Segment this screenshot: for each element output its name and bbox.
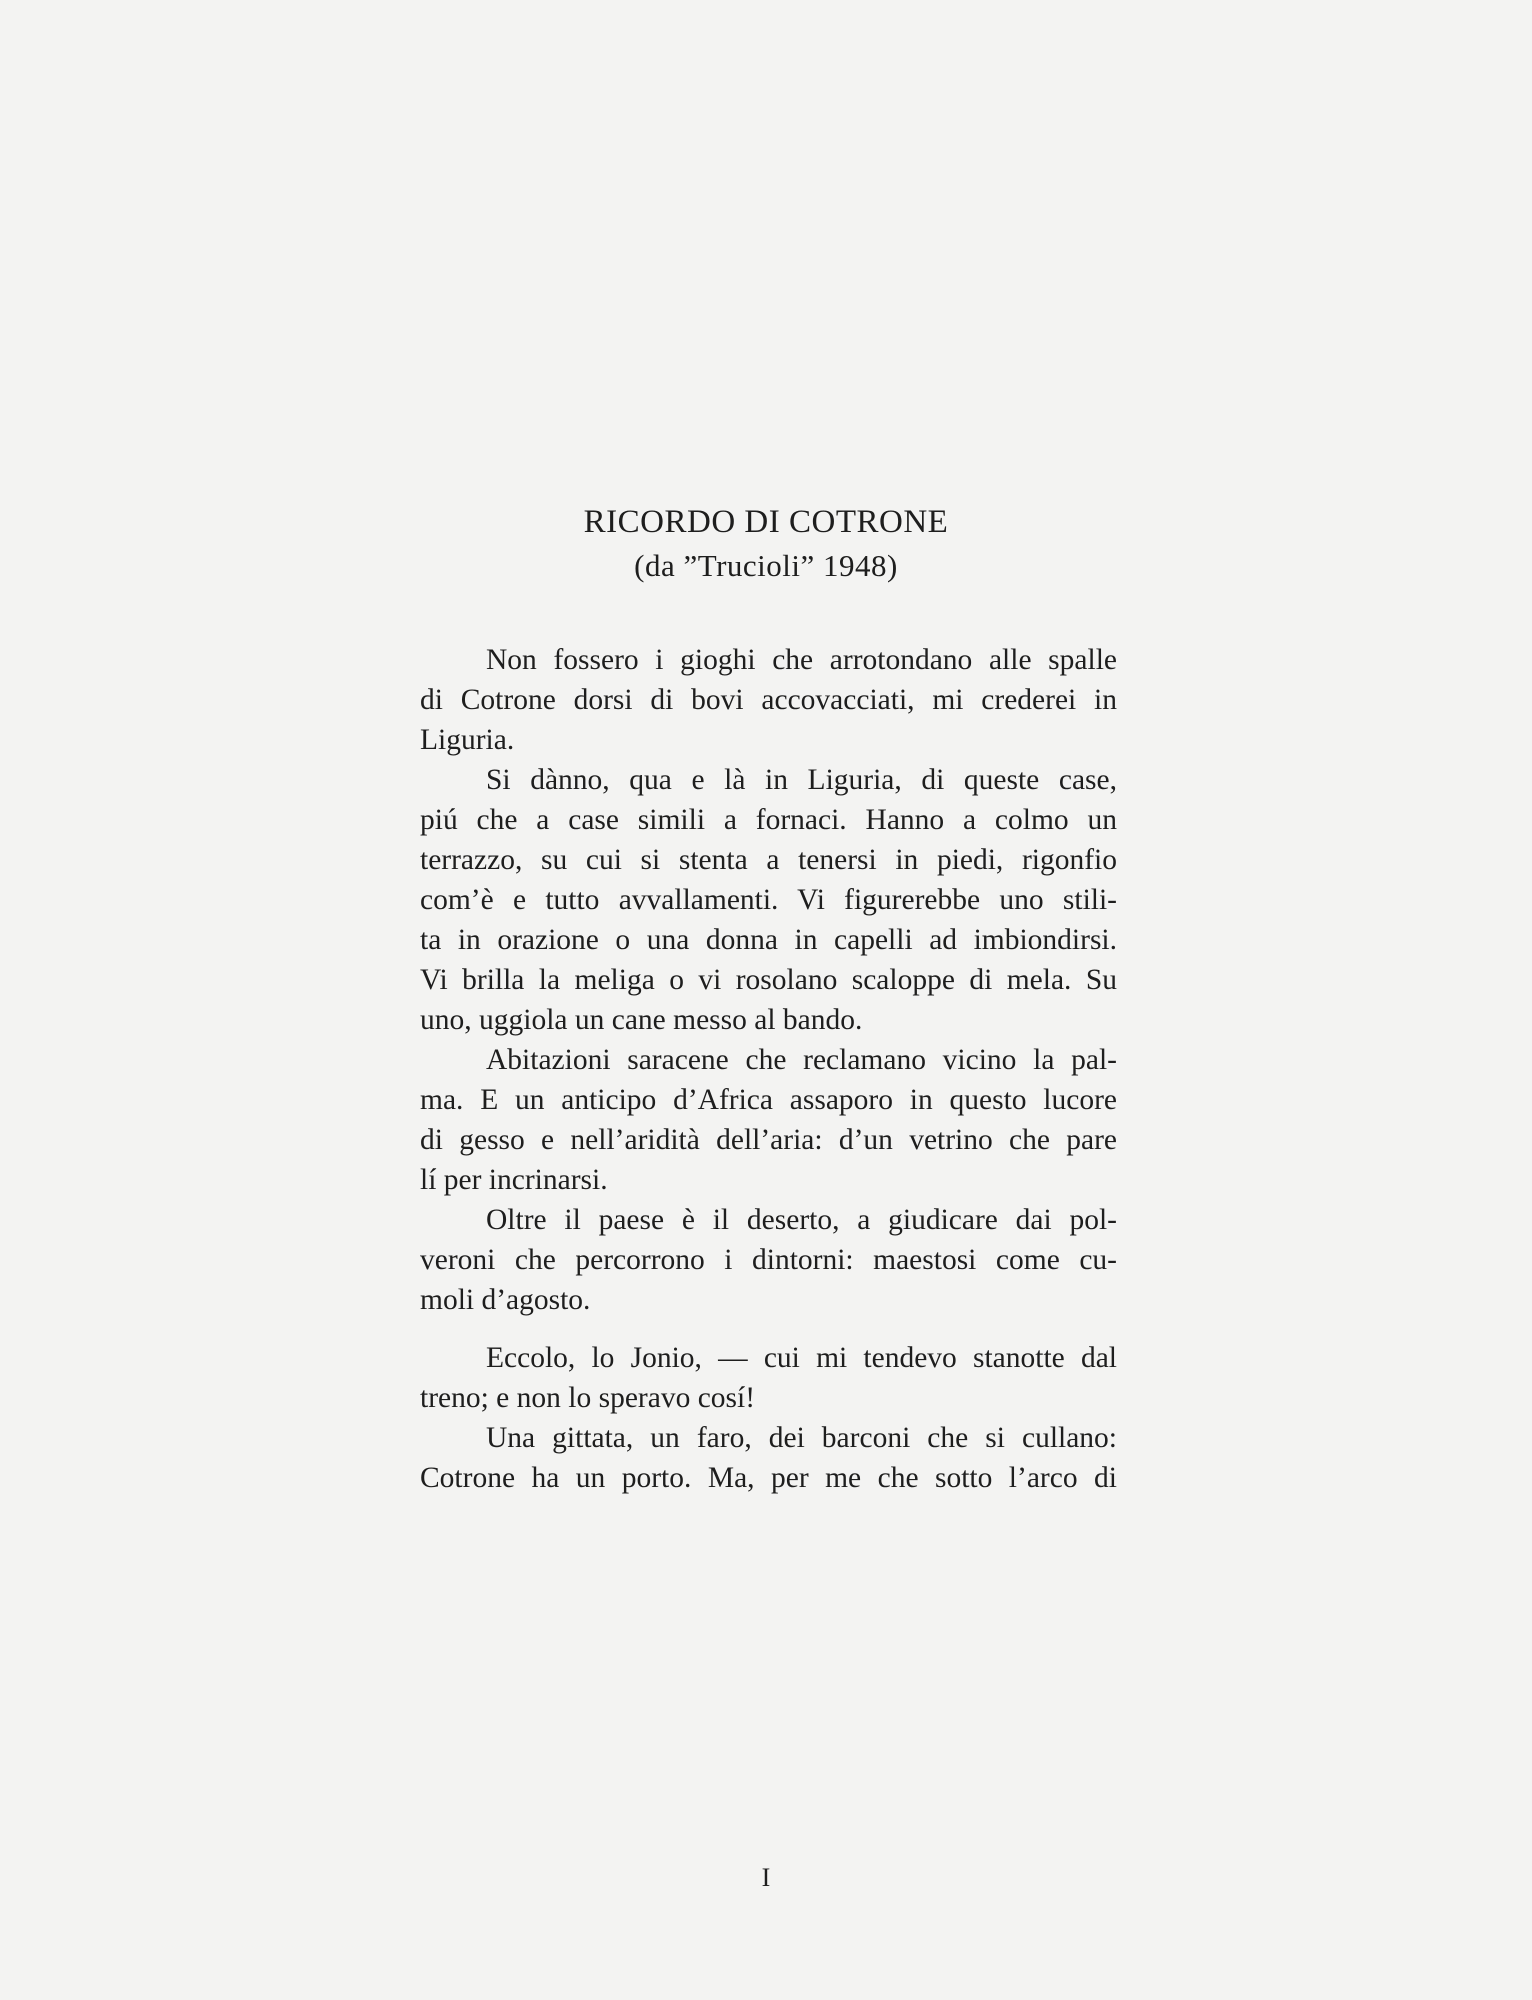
- text-line: di Cotrone dorsi di bovi accovacciati, mi crederei in: [420, 684, 1117, 716]
- text-line: terrazzo, su cui si stenta a tenersi in piedi, rigonfio: [420, 844, 1117, 876]
- text-line: lí per incrinarsi.: [420, 1164, 608, 1196]
- text-line: Eccolo, lo Jonio, — cui mi tendevo stanotte dal: [486, 1342, 1117, 1374]
- text-line: moli d’agosto.: [420, 1284, 591, 1316]
- text-line: ma. E un anticipo d’Africa assaporo in questo lucore: [420, 1084, 1117, 1116]
- page-subtitle: (da ”Trucioli” 1948): [634, 548, 898, 583]
- text-line: ta in orazione o una donna in capelli ad imbiondirsi.: [420, 924, 1117, 956]
- text-line: Cotrone ha un porto. Ma, per me che sotto l’arco di: [420, 1462, 1117, 1494]
- heading: [0, 500, 1532, 588]
- text-line: Una gittata, un faro, dei barconi che si cullano:: [486, 1422, 1117, 1454]
- body-section-2: [420, 1338, 1117, 1498]
- text-line: piú che a case simili a fornaci. Hanno a colmo un: [420, 804, 1117, 836]
- text-line: di gesso e nell’aridità dell’aria: d’un vetrino che pare: [420, 1124, 1117, 1156]
- text-line: treno; e non lo speravo cosí!: [420, 1382, 756, 1414]
- page-title: RICORDO DI COTRONE: [583, 504, 949, 540]
- text-line: Oltre il paese è il deserto, a giudicare dai pol-: [486, 1204, 1117, 1236]
- text-line: Liguria.: [420, 724, 515, 756]
- text-line: Abitazioni saracene che reclamano vicino la pal-: [486, 1044, 1117, 1076]
- text-line: uno, uggiola un cane messo al bando.: [420, 1004, 863, 1036]
- page-number: I: [761, 1863, 771, 1892]
- text-line: veroni che percorrono i dintorni: maestosi come cu-: [420, 1244, 1117, 1276]
- text-line: Non fossero i gioghi che arrotondano alle spalle: [486, 644, 1117, 676]
- body-section-1: [420, 640, 1117, 1320]
- text-line: Si dànno, qua e là in Liguria, di queste case,: [486, 764, 1117, 796]
- text-line: Vi brilla la meliga o vi rosolano scaloppe di mela. Su: [420, 964, 1117, 996]
- text-line: com’è e tutto avvallamenti. Vi figurerebbe uno stili-: [420, 884, 1117, 916]
